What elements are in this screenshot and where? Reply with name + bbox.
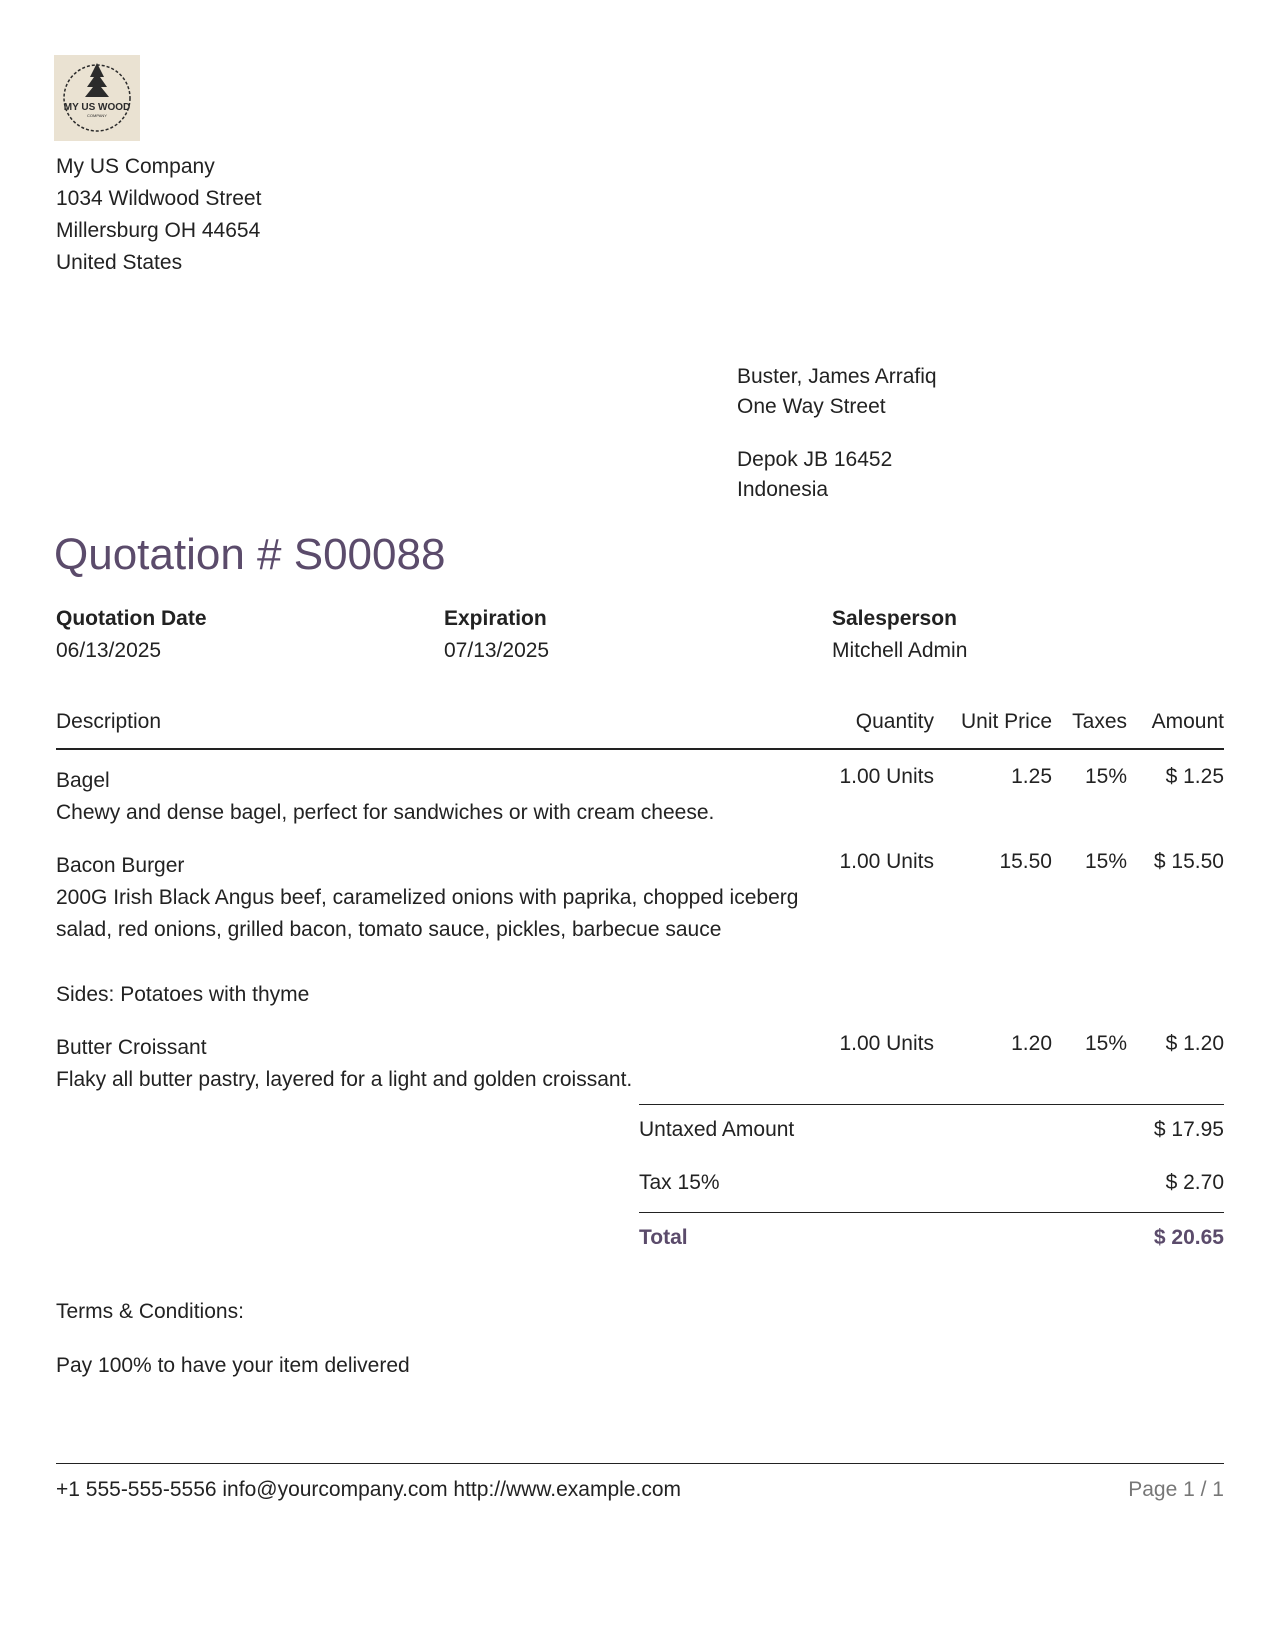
salesperson-label: Salesperson — [832, 607, 957, 630]
header-amount: Amount — [1151, 710, 1224, 733]
tax-row — [639, 1171, 1224, 1195]
line-quantity: 1.00 Units — [839, 765, 934, 788]
line-amount: $ 1.25 — [1165, 765, 1224, 788]
company-city: Millersburg OH 44654 — [56, 219, 261, 242]
line-quantity: 1.00 Units — [839, 1032, 934, 1055]
logo-text-sub: COMPANY — [87, 113, 107, 118]
line-product-name: Bagel — [56, 769, 110, 792]
untaxed-amount-row — [639, 1118, 1224, 1142]
line-unit-price: 15.50 — [999, 850, 1052, 873]
line-amount: $ 15.50 — [1153, 850, 1224, 873]
line-amount: $ 1.20 — [1165, 1032, 1224, 1055]
header-quantity: Quantity — [855, 710, 934, 733]
company-logo — [54, 55, 140, 141]
line-product-name: Butter Croissant — [56, 1036, 207, 1059]
terms-heading: Terms & Conditions: — [56, 1300, 244, 1323]
total-value: $ 20.65 — [1153, 1226, 1224, 1249]
line-description — [56, 765, 714, 829]
line-quantity: 1.00 Units — [839, 850, 934, 873]
header-unit-price: Unit Price — [960, 710, 1052, 733]
untaxed-amount-value: $ 17.95 — [1153, 1118, 1224, 1141]
line-product-desc: 200G Irish Black Angus beef, caramelized onions with paprika, chopped iceberg — [56, 886, 799, 909]
totals-divider-bottom — [639, 1212, 1224, 1213]
customer-country: Indonesia — [737, 478, 829, 501]
quotation-date-block — [56, 603, 207, 667]
terms-text: Pay 100% to have your item delivered — [56, 1354, 410, 1377]
expiration-value: 07/13/2025 — [444, 639, 550, 662]
tax-value: $ 2.70 — [1165, 1171, 1224, 1194]
line-product-desc: Flaky all butter pastry, layered for a light and golden croissant. — [56, 1068, 633, 1091]
footer-contact: +1 555-555-5556 info@yourcompany.com http://www.example.com — [56, 1478, 681, 1501]
line-unit-price: 1.20 — [1011, 1032, 1052, 1055]
document-title: Quotation # S00088 — [54, 530, 446, 579]
customer-city: Depok JB 16452 — [737, 448, 893, 471]
expiration-block — [444, 603, 549, 667]
page-number: Page 1 / 1 — [1128, 1478, 1224, 1501]
company-address — [56, 151, 261, 279]
untaxed-amount-label: Untaxed Amount — [639, 1118, 795, 1141]
footer-divider — [56, 1463, 1224, 1464]
company-country: United States — [56, 251, 183, 274]
customer-address — [737, 362, 937, 505]
line-description — [56, 850, 798, 1011]
total-row — [639, 1226, 1224, 1250]
line-description — [56, 1032, 632, 1096]
tax-label: Tax 15% — [639, 1171, 720, 1194]
line-taxes: 15% — [1084, 1032, 1127, 1055]
header-description: Description — [56, 710, 162, 733]
line-unit-price: 1.25 — [1011, 765, 1052, 788]
expiration-label: Expiration — [444, 607, 547, 630]
line-taxes: 15% — [1084, 850, 1127, 873]
line-product-desc: salad, red onions, grilled bacon, tomato sauce, pickles, barbecue sauce — [56, 918, 722, 941]
header-taxes: Taxes — [1072, 710, 1127, 733]
line-product-desc: Sides: Potatoes with thyme — [56, 983, 310, 1006]
quotation-date-label: Quotation Date — [56, 607, 207, 630]
line-product-name: Bacon Burger — [56, 854, 185, 877]
totals-divider-top — [639, 1104, 1224, 1105]
company-street: 1034 Wildwood Street — [56, 187, 262, 210]
line-taxes: 15% — [1084, 765, 1127, 788]
total-label: Total — [639, 1226, 688, 1249]
quotation-date-value: 06/13/2025 — [56, 639, 162, 662]
salesperson-value: Mitchell Admin — [832, 639, 968, 662]
company-name: My US Company — [56, 155, 215, 178]
customer-name: Buster, James Arrafiq — [737, 365, 937, 388]
logo-graphic — [54, 55, 140, 141]
order-lines-header — [56, 710, 1224, 750]
line-product-desc: Chewy and dense bagel, perfect for sandwiches or with cream cheese. — [56, 801, 715, 824]
customer-street: One Way Street — [737, 395, 886, 418]
pine-tree-icon — [85, 63, 109, 97]
logo-text-main: MY US WOOD — [63, 102, 131, 113]
salesperson-block — [832, 603, 967, 667]
